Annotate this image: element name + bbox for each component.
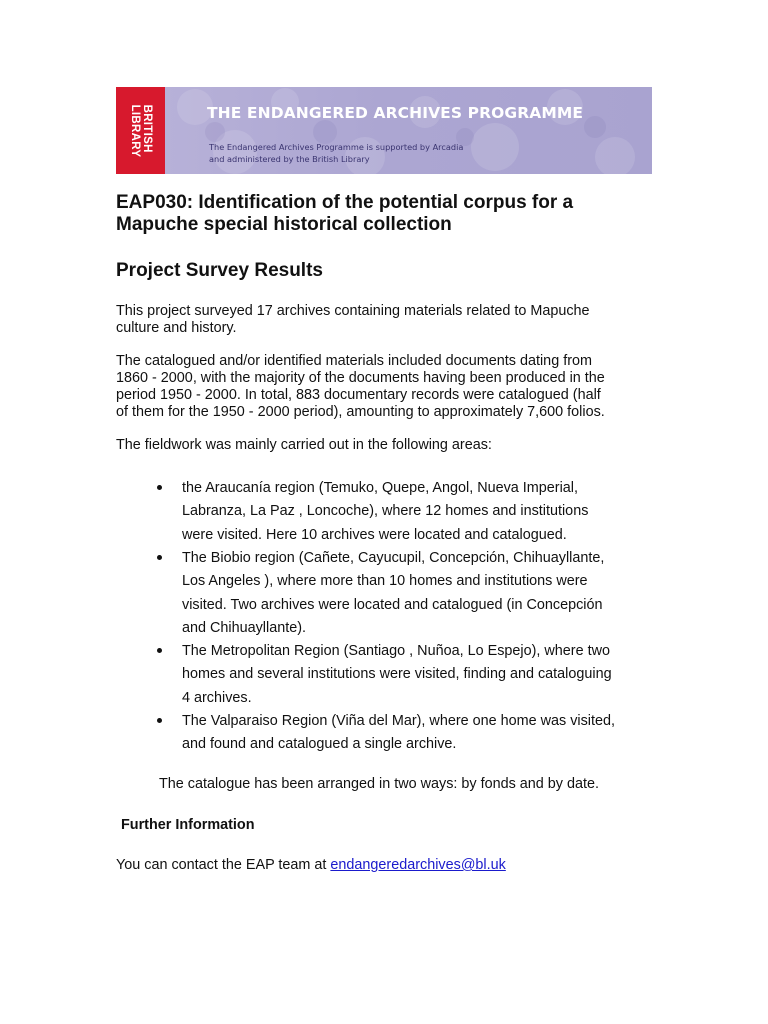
paragraph-line: This project surveyed 17 archives containing materials related to Mapuche	[116, 303, 590, 319]
list-item-line: homes and several institutions were visited, finding and cataloguing	[182, 666, 612, 683]
programme-banner	[116, 87, 652, 174]
list-item-line: visited. Two archives were located and catalogued (in Concepción	[182, 596, 603, 613]
document-title-line: EAP030: Identification of the potential corpus for a	[116, 192, 574, 213]
list-item-text	[182, 640, 612, 710]
list-item-text	[182, 477, 588, 547]
list-item-line: The Valparaiso Region (Viña del Mar), where one home was visited,	[182, 713, 616, 729]
document-title-line: Mapuche special historical collection	[116, 214, 452, 235]
list-item-line: The Metropolitan Region (Santiago , Nuñoa, Lo Espejo), where two	[182, 643, 610, 659]
bullet-icon	[157, 555, 162, 560]
section-heading-further-information: Further Information	[121, 817, 255, 833]
logo-line: LIBRARY	[128, 104, 141, 157]
banner-subtitle-line: The Endangered Archives Programme is supported by Arcadia	[209, 142, 464, 152]
contact-prefix: You can contact the EAP team at	[116, 857, 331, 873]
list-item-line: and found and catalogued a single archive.	[182, 736, 457, 753]
paragraph-materials	[116, 353, 656, 421]
banner-body	[165, 87, 652, 174]
list-item-line: were visited. Here 10 archives were located and catalogued.	[182, 526, 567, 543]
list-item-line: 4 archives.	[182, 689, 252, 706]
contact-line	[116, 857, 506, 874]
banner-subtitle-line: and administered by the British Library	[209, 154, 370, 164]
list-item-line: Labranza, La Paz , Loncoche), where 12 homes and institutions	[182, 503, 589, 520]
paragraph-line: 1860 - 2000, with the majority of the documents having been produced in the	[116, 370, 605, 386]
british-library-logo	[116, 87, 165, 174]
contact-email-link[interactable]: endangeredarchives@bl.uk	[330, 857, 506, 873]
list-item-text	[182, 710, 615, 757]
bullet-icon	[157, 718, 162, 723]
paragraph-fieldwork-intro	[116, 437, 656, 454]
banner-subtitle	[209, 141, 463, 165]
paragraph-line: of them for the 1950 - 2000 period), amounting to approximately 7,600 folios.	[116, 404, 605, 420]
paragraph-line: The fieldwork was mainly carried out in the following areas:	[116, 437, 492, 453]
paragraph-line: The catalogued and/or identified materials included documents dating from	[116, 353, 592, 369]
paragraph-catalogue-arrangement: The catalogue has been arranged in two ways: by fonds and by date.	[159, 776, 600, 792]
list-item-line: Los Angeles ), where more than 10 homes and institutions were	[182, 573, 588, 590]
list-item-text	[182, 547, 604, 640]
banner-title: THE ENDANGERED ARCHIVES PROGRAMME	[207, 104, 584, 122]
bullet-icon	[157, 485, 162, 490]
logo-wordmark	[129, 104, 153, 157]
paragraph-line: period 1950 - 2000. In total, 883 documentary records were catalogued (half	[116, 387, 601, 403]
section-heading-survey-results: Project Survey Results	[116, 260, 323, 281]
list-item-line: the Araucanía region (Temuko, Quepe, Angol, Nueva Imperial,	[182, 480, 578, 496]
logo-line: BRITISH	[140, 104, 153, 153]
list-item-line: and Chihuayllante).	[182, 619, 306, 636]
paragraph-survey-summary	[116, 303, 656, 337]
paragraph-line: culture and history.	[116, 320, 237, 336]
bullet-icon	[157, 648, 162, 653]
list-item-line: The Biobio region (Cañete, Cayucupil, Concepción, Chihuayllante,	[182, 550, 605, 566]
